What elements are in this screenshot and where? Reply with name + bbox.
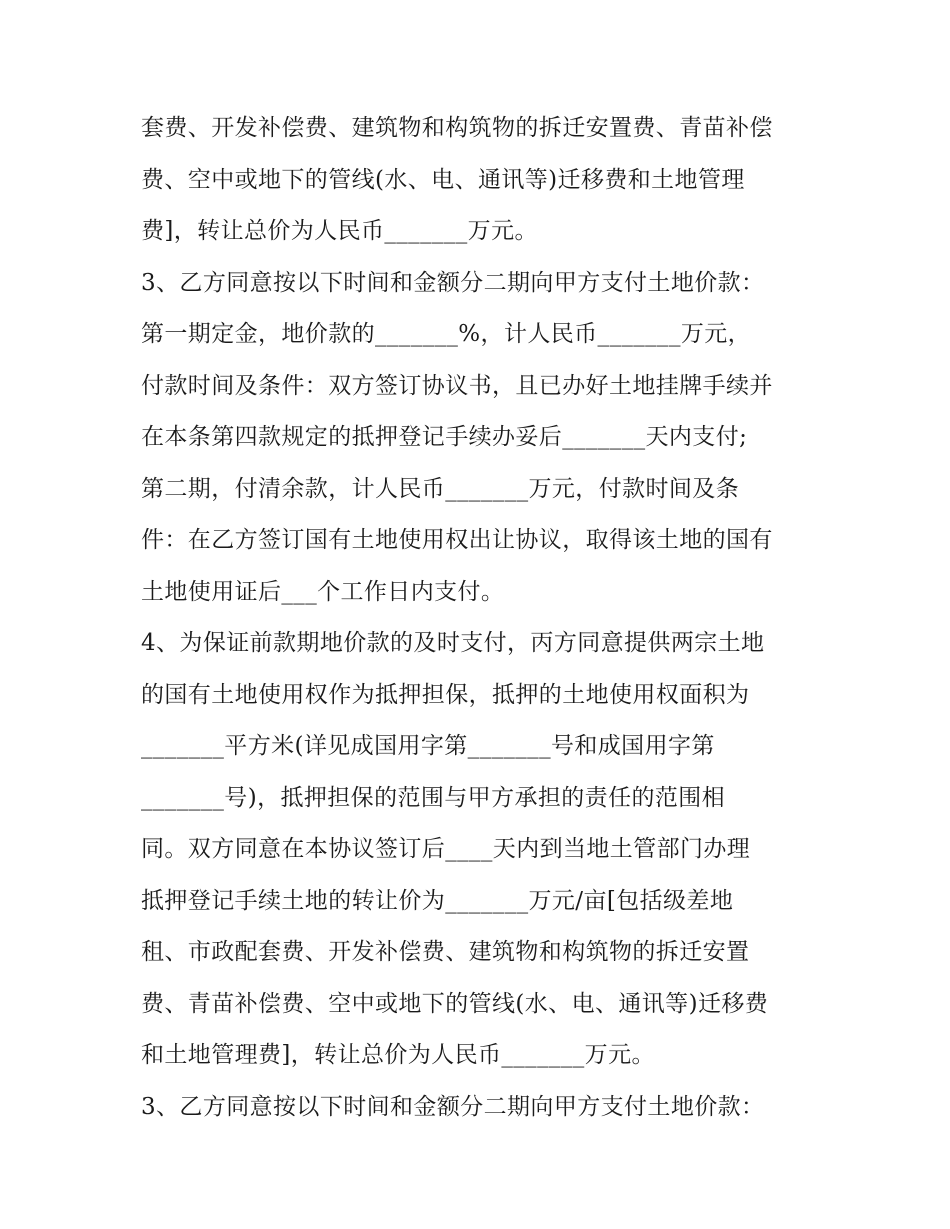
text-line: 同。双方同意在本协议签订后____天内到当地土管部门办理 [141,836,751,862]
text-line: 抵押登记手续土地的转让价为_______万元/亩[包括级差地 [141,887,734,914]
text-line: 第二期，付清余款，计人民币_______万元，付款时间及条 [141,475,740,502]
text-line: _______号)，抵押担保的范围与甲方承担的责任的范围相 [141,784,726,811]
text-line: 3、乙方同意按以下时间和金额分二期向甲方支付土地价款： [141,269,765,296]
text-line: 费、青苗补偿费、空中或地下的管线(水、电、通讯等)迁移费 [141,990,769,1017]
text-line: 费、空中或地下的管线(水、电、通讯等)迁移费和土地管理 [141,166,745,193]
text-line: 土地使用证后___个工作日内支付。 [141,578,505,605]
text-line: 付款时间及条件：双方签订协议书，且已办好土地挂牌手续并 [141,372,773,399]
text-line: 的国有土地使用权作为抵押担保，抵押的土地使用权面积为 [141,681,750,708]
text-line: 套费、开发补偿费、建筑物和构筑物的拆迁安置费、青苗补偿 [141,115,773,141]
text-line: 在本条第四款规定的抵押登记手续办妥后_______天内支付; [141,424,748,450]
text-line: 3、乙方同意按以下时间和金额分二期向甲方支付土地价款： [141,1093,765,1120]
text-line: 件：在乙方签订国有土地使用权出让协议，取得该土地的国有 [141,527,773,553]
text-line: 4、为保证前款期地价款的及时支付，丙方同意提供两宗土地 [141,630,765,656]
text-line: _______平方米(详见成国用字第_______号和成国用字第 [141,733,715,759]
contract-text [141,103,821,1133]
text-line: 费]，转让总价为人民币_______万元。 [141,218,538,244]
text-line: 和土地管理费]，转让总价为人民币_______万元。 [141,1042,655,1068]
text-line: 租、市政配套费、开发补偿费、建筑物和构筑物的拆迁安置 [141,939,750,965]
text-line: 第一期定金，地价款的_______%，计人民币_______万元， [141,321,752,347]
